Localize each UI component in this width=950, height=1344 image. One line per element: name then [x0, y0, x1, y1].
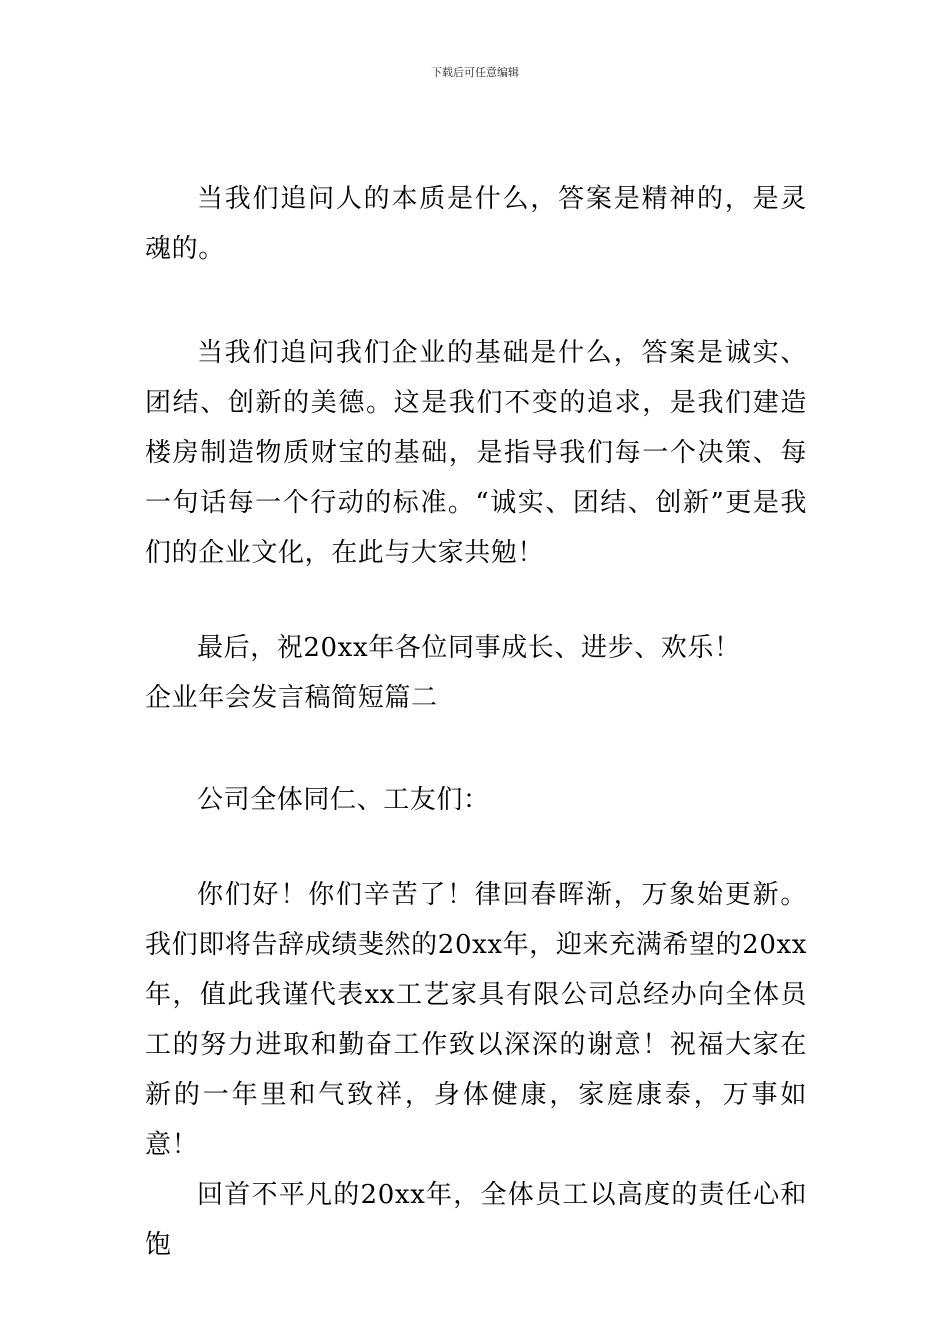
paragraph-text: 回首不平凡的20xx年，全体员工以高度的责任心和饱 — [145, 1180, 807, 1260]
header-note: 下载后可任意编辑 — [431, 66, 519, 79]
paragraph-essence — [145, 174, 807, 274]
paragraph-foundation — [145, 328, 807, 578]
paragraph-text: 当我们追问人的本质是什么，答案是精神的，是灵魂的。 — [145, 184, 807, 264]
section-title-text: 企业年会发言稿简短篇二 — [145, 683, 438, 713]
paragraph-salutation — [145, 775, 807, 825]
paragraph-review — [145, 1170, 807, 1270]
paragraph-text: 最后，祝20xx年各位同事成长、进步、欢乐！ — [197, 633, 741, 663]
paragraph-greeting — [145, 870, 807, 1170]
paragraph-text: 你们好！你们辛苦了！律回春晖渐，万象始更新。我们即将告辞成绩斐然的20xx年，迎来充满希望的20xx年，值此我谨代表xx工艺家具有限公司总经办向全体员工的努力进取和勤奋工作致以深深的谢意！祝福大家在新的一年里和气致祥，身体健康，家庭康泰，万事如意！ — [145, 880, 807, 1160]
section-title — [145, 673, 807, 723]
paragraph-closing-wish — [145, 623, 807, 673]
paragraph-text: 公司全体同仁、工友们： — [197, 785, 490, 815]
paragraph-text: 当我们追问我们企业的基础是什么，答案是诚实、团结、创新的美德。这是我们不变的追求，是我们建造楼房制造物质财宝的基础，是指导我们每一个决策、每一句话每一个行动的标准。“诚实、团结、创新”更是我们的企业文化，在此与大家共勉！ — [145, 338, 807, 568]
